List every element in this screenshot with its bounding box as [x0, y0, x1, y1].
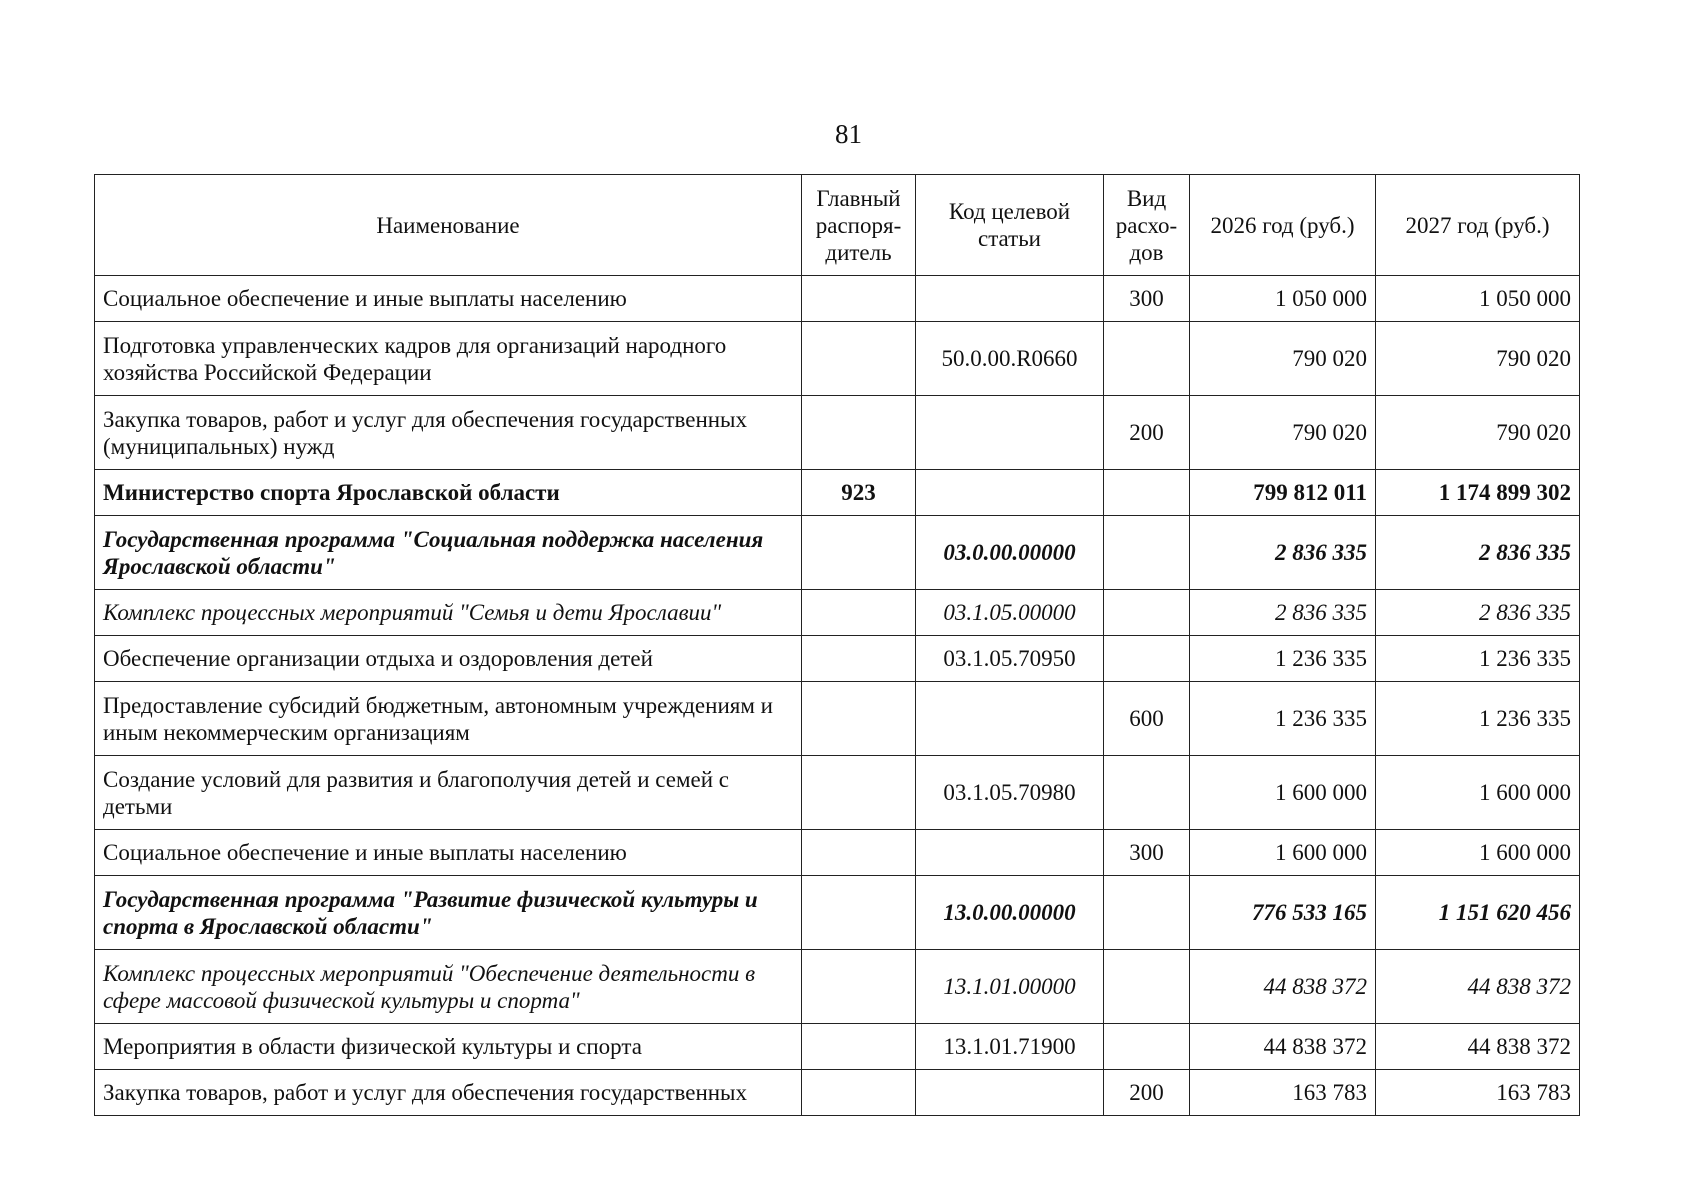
page-number: 81 — [835, 119, 862, 149]
table-header-row — [95, 175, 1580, 276]
cell-vid — [1104, 590, 1190, 636]
cell-2026: 790 020 — [1190, 396, 1376, 470]
cell-glavny — [802, 276, 916, 322]
cell-2027: 1 600 000 — [1376, 830, 1580, 876]
cell-2026: 1 600 000 — [1190, 756, 1376, 830]
cell-glavny — [802, 396, 916, 470]
cell-glavny — [802, 830, 916, 876]
header-2027: 2027 год (руб.) — [1376, 175, 1580, 276]
cell-2026: 44 838 372 — [1190, 950, 1376, 1024]
cell-2026: 776 533 165 — [1190, 876, 1376, 950]
cell-2026: 799 812 011 — [1190, 470, 1376, 516]
cell-vid — [1104, 322, 1190, 396]
cell-glavny — [802, 1070, 916, 1116]
cell-vid — [1104, 950, 1190, 1024]
cell-2027: 1 236 335 — [1376, 682, 1580, 756]
cell-glavny — [802, 1024, 916, 1070]
budget-table — [94, 174, 1580, 1116]
cell-2026: 2 836 335 — [1190, 516, 1376, 590]
cell-code: 50.0.00.R0660 — [916, 322, 1104, 396]
table-row — [95, 590, 1580, 636]
cell-2027: 790 020 — [1376, 396, 1580, 470]
table-row — [95, 396, 1580, 470]
cell-code — [916, 1070, 1104, 1116]
cell-code: 03.1.05.70980 — [916, 756, 1104, 830]
cell-name: Предоставление субсидий бюджетным, автономным учреждениям и иным некоммерческим организациям — [95, 682, 802, 756]
cell-name: Подготовка управленческих кадров для организаций народного хозяйства Российской Федерации — [95, 322, 802, 396]
cell-glavny: 923 — [802, 470, 916, 516]
cell-vid — [1104, 470, 1190, 516]
cell-name: Социальное обеспечение и иные выплаты населению — [95, 276, 802, 322]
cell-glavny — [802, 636, 916, 682]
cell-code — [916, 830, 1104, 876]
header-code: Код целевой статьи — [916, 175, 1104, 276]
cell-2026: 1 050 000 — [1190, 276, 1376, 322]
cell-2027: 2 836 335 — [1376, 516, 1580, 590]
table-row — [95, 682, 1580, 756]
cell-2026: 1 236 335 — [1190, 682, 1376, 756]
cell-2027: 44 838 372 — [1376, 1024, 1580, 1070]
cell-code: 03.0.00.00000 — [916, 516, 1104, 590]
cell-glavny — [802, 590, 916, 636]
cell-name: Закупка товаров, работ и услуг для обеспечения государственных — [95, 1070, 802, 1116]
table-row — [95, 1070, 1580, 1116]
cell-code — [916, 682, 1104, 756]
cell-2027: 1 174 899 302 — [1376, 470, 1580, 516]
cell-vid: 300 — [1104, 830, 1190, 876]
cell-2026: 163 783 — [1190, 1070, 1376, 1116]
cell-2027: 1 600 000 — [1376, 756, 1580, 830]
cell-code — [916, 396, 1104, 470]
cell-vid — [1104, 636, 1190, 682]
header-glavny: Главный распоря-дитель — [802, 175, 916, 276]
cell-code: 03.1.05.00000 — [916, 590, 1104, 636]
cell-name: Закупка товаров, работ и услуг для обеспечения государственных (муниципальных) нужд — [95, 396, 802, 470]
table-row — [95, 322, 1580, 396]
table-row — [95, 1024, 1580, 1070]
cell-glavny — [802, 876, 916, 950]
cell-vid: 200 — [1104, 396, 1190, 470]
cell-2027: 2 836 335 — [1376, 590, 1580, 636]
cell-2027: 1 236 335 — [1376, 636, 1580, 682]
cell-name: Создание условий для развития и благополучия детей и семей с детьми — [95, 756, 802, 830]
cell-name: Обеспечение организации отдыха и оздоровления детей — [95, 636, 802, 682]
cell-name: Государственная программа "Развитие физической культуры и спорта в Ярославской области" — [95, 876, 802, 950]
cell-code — [916, 276, 1104, 322]
cell-vid — [1104, 1024, 1190, 1070]
cell-vid: 600 — [1104, 682, 1190, 756]
table-row — [95, 756, 1580, 830]
cell-2027: 1 151 620 456 — [1376, 876, 1580, 950]
cell-2026: 44 838 372 — [1190, 1024, 1376, 1070]
table-row — [95, 950, 1580, 1024]
header-name: Наименование — [95, 175, 802, 276]
cell-2026: 790 020 — [1190, 322, 1376, 396]
cell-vid — [1104, 876, 1190, 950]
cell-name: Министерство спорта Ярославской области — [95, 470, 802, 516]
cell-name: Комплекс процессных мероприятий "Обеспечение деятельности в сфере массовой физической культуры и спорта" — [95, 950, 802, 1024]
cell-code: 13.1.01.00000 — [916, 950, 1104, 1024]
cell-vid: 300 — [1104, 276, 1190, 322]
cell-name: Комплекс процессных мероприятий "Семья и дети Ярославии" — [95, 590, 802, 636]
cell-vid — [1104, 516, 1190, 590]
cell-code: 13.1.01.71900 — [916, 1024, 1104, 1070]
header-2026: 2026 год (руб.) — [1190, 175, 1376, 276]
table-row — [95, 276, 1580, 322]
cell-code: 03.1.05.70950 — [916, 636, 1104, 682]
cell-glavny — [802, 682, 916, 756]
cell-glavny — [802, 950, 916, 1024]
cell-glavny — [802, 322, 916, 396]
table-row — [95, 876, 1580, 950]
cell-glavny — [802, 756, 916, 830]
cell-2026: 1 236 335 — [1190, 636, 1376, 682]
cell-name: Социальное обеспечение и иные выплаты населению — [95, 830, 802, 876]
cell-glavny — [802, 516, 916, 590]
header-vid: Вид расхо-дов — [1104, 175, 1190, 276]
cell-vid — [1104, 756, 1190, 830]
cell-code — [916, 470, 1104, 516]
cell-2027: 1 050 000 — [1376, 276, 1580, 322]
table-row — [95, 636, 1580, 682]
cell-2027: 163 783 — [1376, 1070, 1580, 1116]
cell-name: Государственная программа "Социальная поддержка населения Ярославской области" — [95, 516, 802, 590]
table-row — [95, 830, 1580, 876]
table-row — [95, 470, 1580, 516]
cell-2026: 1 600 000 — [1190, 830, 1376, 876]
cell-name: Мероприятия в области физической культуры и спорта — [95, 1024, 802, 1070]
cell-2027: 44 838 372 — [1376, 950, 1580, 1024]
cell-2026: 2 836 335 — [1190, 590, 1376, 636]
cell-code: 13.0.00.00000 — [916, 876, 1104, 950]
cell-2027: 790 020 — [1376, 322, 1580, 396]
cell-vid: 200 — [1104, 1070, 1190, 1116]
table-row — [95, 516, 1580, 590]
